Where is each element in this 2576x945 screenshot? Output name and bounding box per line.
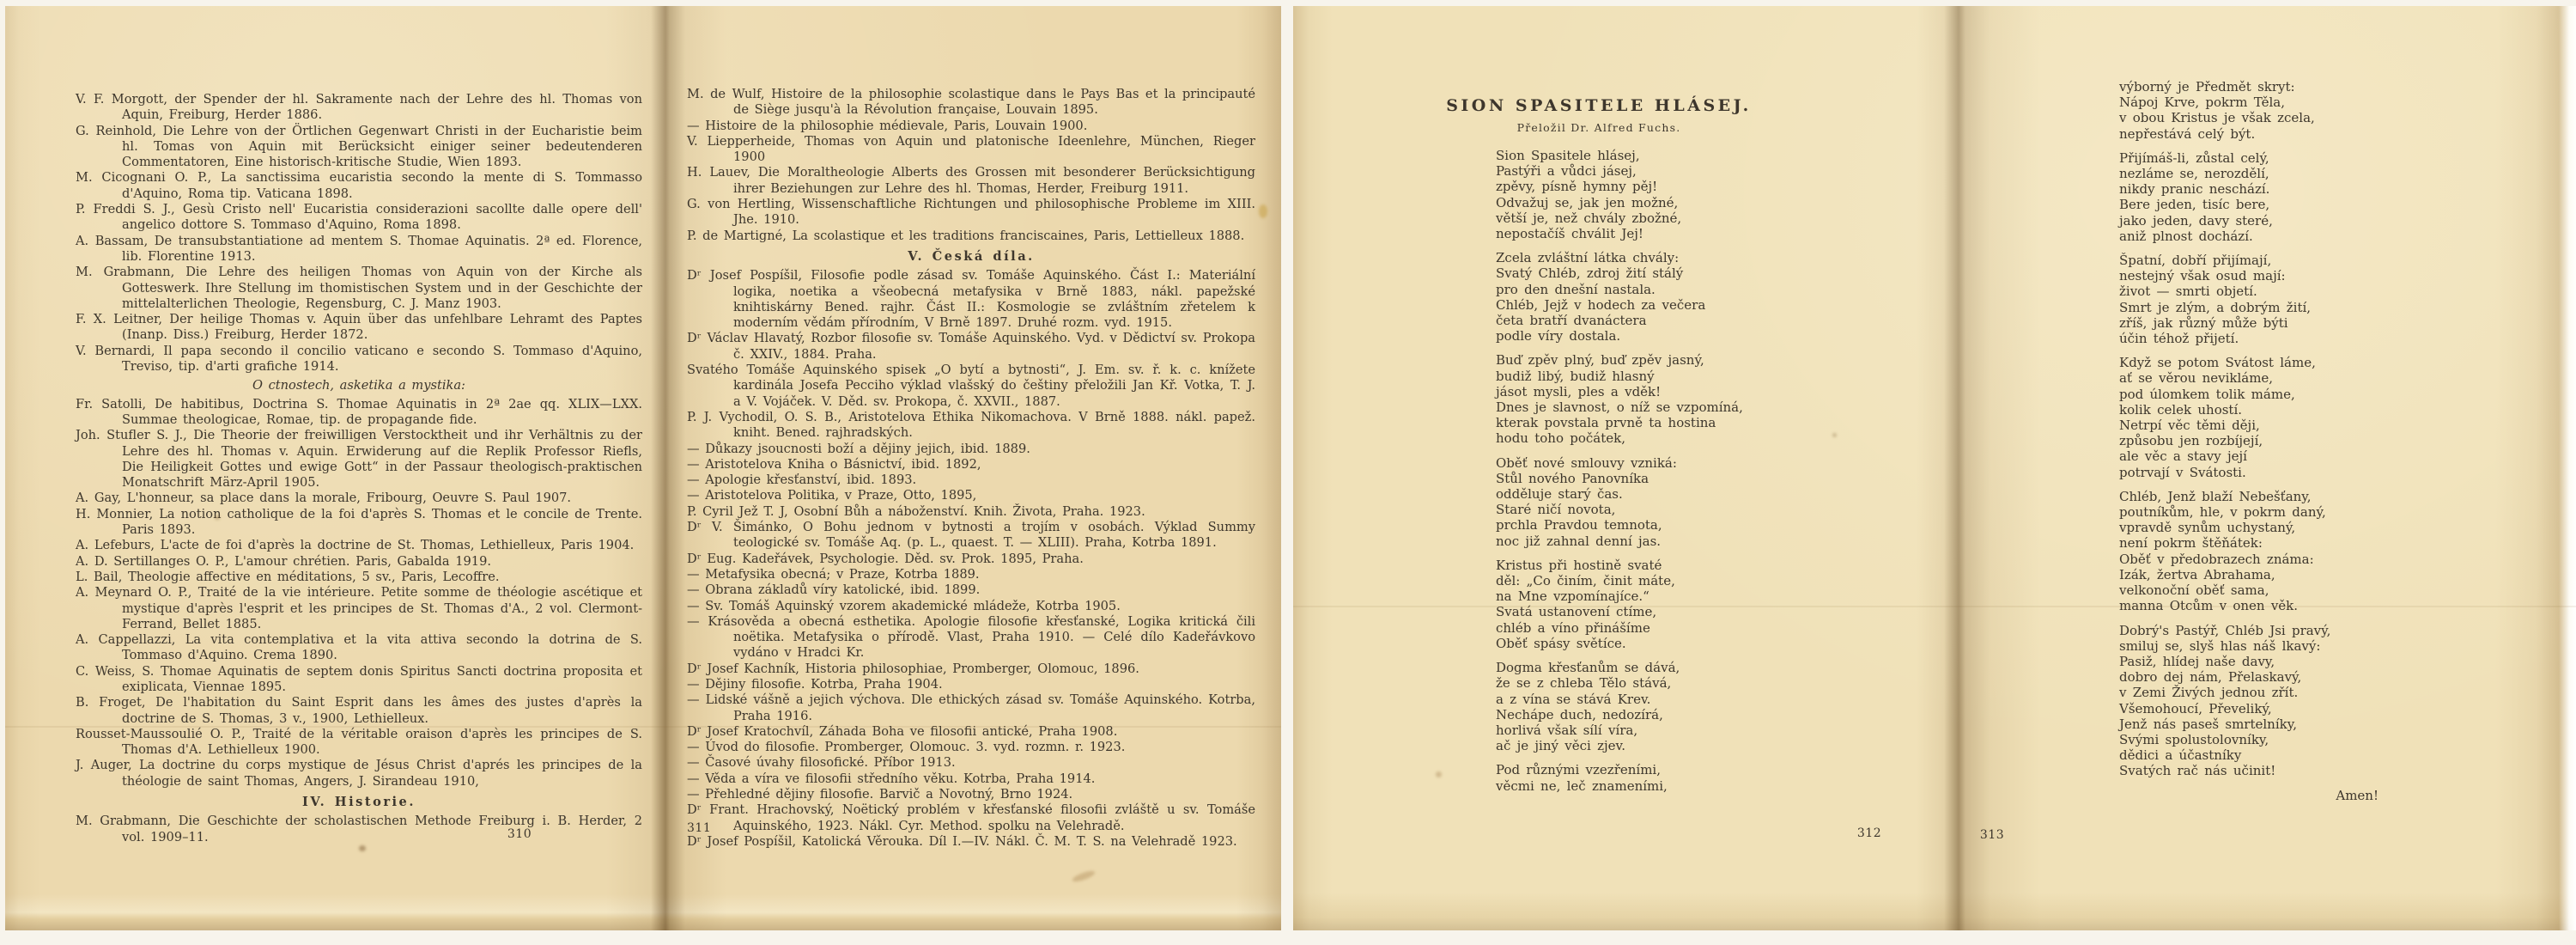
poem-line: Nápoj Krve, pokrm Těla, xyxy=(2119,94,2285,111)
poem-line: že se z chleba Tělo stává, xyxy=(1496,675,1672,692)
poem-line: ač je jiný věci zjev. xyxy=(1496,738,1625,754)
bibliography-section-foreign xyxy=(687,87,1255,244)
poem-line: kolik celek uhostí. xyxy=(2119,401,2243,418)
poem-line: nikdy pranic neschází. xyxy=(2119,181,2270,198)
left-book-spread xyxy=(5,6,1281,930)
poem-line: hodu toho počátek, xyxy=(1496,430,1625,447)
poem-line: noc již zahnal denní jas. xyxy=(1496,533,1662,549)
hymn-header xyxy=(1444,96,1753,134)
page-number-310: 310 xyxy=(507,827,532,841)
section-heading-virtues: O ctnostech, asketika a mystika: xyxy=(252,378,465,393)
poem-line: pod úlomkem tolik máme, xyxy=(2119,386,2295,402)
poem-line: nepostačíš chválit Jej! xyxy=(1496,226,1643,242)
poem-stanza xyxy=(1496,250,1792,344)
poem-stanza xyxy=(1496,455,1792,549)
poem-line: Stůl nového Panovníka xyxy=(1496,470,1649,486)
bib-entry: — Apologie křesťanství, ibid. 1893. xyxy=(687,472,917,488)
bib-entry: P. de Martigné, La scolastique et les traditions franciscaines, Paris, Lettielleux 1888. xyxy=(687,228,1245,243)
poem-line: Svatých rač nás učinit! xyxy=(2119,763,2276,779)
poem-line: nestejný však osud mají: xyxy=(2119,268,2286,284)
poem-line: odděluje starý čas. xyxy=(1496,486,1623,503)
poem-line: jako jeden, davy steré, xyxy=(2119,212,2273,229)
poem-line: Svatá ustanovení ctíme, xyxy=(1496,604,1657,620)
bib-entry: Rousset-Maussoulié O. P., Traité de la véritable oraison d'après les principes de S. Thomas d'A. Lethielleux 1900. xyxy=(76,726,642,758)
bib-entry: — Krásověda a obecná esthetika. Apologie filosofie křesťanské, Logika kritická čili noëtika. Metafysika o přírodě. Vlast, Praha 1910. — Celé dílo Kadeřávkovo vydáno v Hradci Kr. xyxy=(687,613,1255,661)
page-310 xyxy=(76,92,642,845)
poem-line: dobro dej nám, Přelaskavý, xyxy=(2119,669,2302,686)
paper-stain xyxy=(215,515,220,520)
poem-line: Když se potom Svátost láme, xyxy=(2119,355,2316,371)
poem-line: Oběť spásy světíce. xyxy=(1496,635,1626,651)
poem-line: Izák, žertva Abrahama, xyxy=(2119,566,2275,582)
paper-stain xyxy=(1832,433,1837,437)
poem-line: Pastýři a vůdci jásej, xyxy=(1496,163,1637,180)
poem-line: v obou Kristus je však zcela, xyxy=(2119,110,2315,126)
bib-entry: A. Lefeburs, L'acte de foi d'après la doctrine de St. Thomas, Lethielleux, Paris 1904. xyxy=(76,538,635,553)
bib-entry: — Věda a víra ve filosofii středního věku. Kotrba, Praha 1914. xyxy=(687,771,1096,786)
poem-line: Netrpí věc těmi ději, xyxy=(2119,418,2260,434)
bib-entry: A. Meynard O. P., Traité de la vie intérieure. Petite somme de théologie ascétique et mystique d'après l'esprit et les principes de St. Thomas d'A., 2 vol. Clermont-Ferrand, Bellet 1885. xyxy=(76,585,642,631)
poem-line: Přijímáš-li, zůstal celý, xyxy=(2119,149,2269,166)
poem-line: Všemohoucí, Převeliký, xyxy=(2119,700,2272,716)
poem-line: Smrt je zlým, a dobrým žití, xyxy=(2119,299,2312,315)
poem-line: život — smrti objetí. xyxy=(2119,284,2257,300)
poem-stanza xyxy=(1496,352,1792,446)
bib-entry: P. J. Vychodil, O. S. B., Aristotelova Ethika Nikomachova. V Brně 1888. nákl. papež. kniht. Bened. rajhradských. xyxy=(687,409,1255,441)
bib-entry: — Dějiny filosofie. Kotrba, Praha 1904. xyxy=(687,676,943,692)
poem-stanza xyxy=(2119,355,2403,480)
bib-entry: Dʳ V. Šimánko, O Bohu jednom v bytnosti a trojím v osobách. Výklad Summy teologické sv. Tomáše Aq. (p. L., quaest. T. — XLIII). Praha, Kotrba 1891. xyxy=(687,520,1255,551)
bib-entry: B. Froget, De l'habitation du Saint Esprit dans les âmes des justes d'après la doctrine de S. Thomas, 3 v., 1900, Lethielleux. xyxy=(76,695,642,726)
poem-line: zříš, jak různý může býti xyxy=(2119,314,2288,331)
poem-line: potrvají v Svátosti. xyxy=(2119,464,2246,480)
horizontal-crease xyxy=(5,726,1281,728)
paper-stain xyxy=(1436,771,1442,777)
bib-entry: — Histoire de la philosophie médievale, Paris, Louvain 1900. xyxy=(687,118,1088,133)
poem-line: jásot mysli, ples a vděk! xyxy=(1496,383,1662,399)
poem-stanza xyxy=(1496,558,1792,651)
horizontal-crease xyxy=(1293,606,2576,607)
bib-entry: M. Cicognani O. P., La sanctissima eucaristia secondo la mente di S. Tommasso d'Aquino, Roma tip. Vaticana 1898. xyxy=(76,170,642,201)
page-311 xyxy=(687,87,1255,850)
bib-entry: Dʳ Frant. Hrachovský, Noëtický problém v křesťanské filosofii zvláště u sv. Tomáše Aquinského, 1923. Nákl. Cyr. Method. spolku na Velehradě. xyxy=(687,802,1255,833)
poem-stanza xyxy=(1496,762,1792,793)
bib-entry: Fr. Satolli, De habitibus, Doctrina S. Thomae Aquinatis in 2ª 2ae qq. XLIX—LXX. Summae theologicae, Romae, tip. de propagande fide. xyxy=(76,396,642,427)
bib-entry: A. Gay, L'honneur, sa place dans la morale, Fribourg, Oeuvre S. Paul 1907. xyxy=(76,491,572,506)
poem-stanza xyxy=(2119,150,2403,244)
bib-entry: M. Grabmann, Die Lehre des heiligen Thomas von Aquin von der Kirche als Gotteswerk. Ihre Stellung im thomistischen System und in der Geschichte der mittelalterlichen Theologie, Regensburg, C. J. Manz 1903. xyxy=(76,265,642,311)
poem-line: na Mne vzpomínajíce.“ xyxy=(1496,588,1649,605)
poem-line: smiluj se, slyš hlas náš lkavý: xyxy=(2119,637,2321,654)
poem-line: aniž plnost dochází. xyxy=(2119,228,2253,244)
bib-entry: A. Bassam, De transubstantiatione ad mentem S. Thomae Aquinatis. 2ª ed. Florence, lib. Florentine 1913. xyxy=(76,233,642,264)
bib-entry: A. Cappellazzi, La vita contemplativa et la vita attiva secondo la dotrina de S. Tommaso d'Aquino. Crema 1890. xyxy=(76,632,642,663)
bib-entry: A. D. Sertillanges O. P., L'amour chrétien. Paris, Gabalda 1919. xyxy=(76,553,492,569)
bib-entry: J. Auger, La doctrine du corps mystique de Jésus Christ d'aprés les principes de la théologie de saint Thomas, Angers, J. Sirandeau 1910, xyxy=(76,758,642,789)
poem-stanza xyxy=(1496,660,1792,753)
page-number-312: 312 xyxy=(1856,826,1882,840)
poem-line: a z vína se stává Krev. xyxy=(1496,691,1651,707)
bib-entry: V. Bernardi, Il papa secondo il concilio vaticano e secondo S. Tommaso d'Aquino, Treviso, tip. d'arti grafiche 1914. xyxy=(76,343,642,375)
poem-line: Buď zpěv plný, buď zpěv jasný, xyxy=(1496,352,1704,369)
bib-entry: C. Weiss, S. Thomae Aquinatis de septem donis Spiritus Sancti doctrina proposita et exiplicata, Viennae 1895. xyxy=(76,663,642,694)
poem-line: nezláme se, nerozdělí, xyxy=(2119,166,2269,182)
paper-stain xyxy=(359,845,366,851)
poem-line: účin téhož přijetí. xyxy=(2119,331,2239,347)
poem-line: podle víry dostala. xyxy=(1496,328,1621,344)
bib-entry: — Sv. Tomáš Aquinský vzorem akademické mládeže, Kotrba 1905. xyxy=(687,598,1121,613)
bib-entry: F. X. Leitner, Der heilige Thomas v. Aquin über das unfehlbare Lehramt des Paptes (Inanp. Diss.) Freiburg, Herder 1872. xyxy=(76,312,642,343)
poem-stanza xyxy=(2119,623,2403,779)
poem-line: Chléb, Jenž blaží Nebešťany, xyxy=(2119,488,2312,504)
bib-entry: — Časové úvahy filosofické. Příbor 1913. xyxy=(687,755,956,771)
bib-entry: Dʳ Eug. Kadeřávek, Psychologie. Děd. sv. Prok. 1895, Praha. xyxy=(687,551,1084,566)
poem-line: Zcela zvláštní látka chvály: xyxy=(1496,250,1680,266)
amen-line: Amen! xyxy=(2336,787,2379,803)
hymn-column-page-312 xyxy=(1496,148,1792,802)
poem-line: manna Otcům v onen věk. xyxy=(2119,598,2299,614)
poem-line: Odvažuj se, jak jen možné, xyxy=(1496,194,1679,210)
poem-line: Oběť nové smlouvy vzniká: xyxy=(1496,454,1677,471)
bib-entry: V. Liepperheide, Thomas von Aquin und platonische Ideenlehre, München, Rieger 1900 xyxy=(687,133,1255,165)
bib-entry: — Přehledné dějiny filosofie. Barvič a Novotný, Brno 1924. xyxy=(687,787,1073,802)
page-number-313: 313 xyxy=(1979,828,2005,842)
bib-entry: — Důkazy jsoucnosti boží a dějiny jejich, ibid. 1889. xyxy=(687,441,1030,456)
poem-line: pro den dnešní nastala. xyxy=(1496,281,1656,297)
poem-line: Chléb, Jejž v hodech za večera xyxy=(1496,296,1706,313)
bib-entry: G. Reinhold, Die Lehre von der Örtlichen Gegenwart Christi in der Eucharistie beim hl. Tomas von Aquin mit Berücksicht einiger seiner bedeutenderen Commentatoren, Eine historisch-kritische Studie, Wien 1893. xyxy=(76,123,642,170)
hymn-translator: Přeložil Dr. Alfred Fuchs. xyxy=(1516,121,1681,134)
poem-line: vpravdě synům uchystaný, xyxy=(2119,520,2296,536)
poem-line: ale věc a stavy její xyxy=(2119,448,2247,465)
section-heading-czech-works: V. Česká díla. xyxy=(908,248,1035,264)
poem-line: dědici a účastníky xyxy=(2119,747,2242,764)
poem-line: nepřestává celý být. xyxy=(2119,125,2256,142)
bib-entry: Dʳ Václav Hlavatý, Rozbor filosofie sv. Tomáše Aquinského. Vyd. v Dědictví sv. Prokopa č. XXIV., 1884. Praha. xyxy=(687,331,1255,362)
poem-line: věcmi ne, leč znameními, xyxy=(1496,777,1668,794)
bib-entry: Svatého Tomáše Aquinského spisek „O bytí a bytnosti“, J. Em. sv. ř. k. c. knížete kardinála Josefa Pecciho výklad vlašský do češtiny přeložili Jan Kř. Votka, T. J. a V. Vojáček. V. Děd. sv. Prokopa, č. XXVII., 1887. xyxy=(687,363,1255,409)
poem-line: způsobu jen rozbíjejí, xyxy=(2119,433,2263,449)
poem-line: poutníkům, hle, v pokrm daný, xyxy=(2119,504,2326,521)
poem-line: Bere jeden, tisíc bere, xyxy=(2119,197,2270,213)
bib-entry: M. Grabmann, Die Geschichte der scholastischen Methode Freiburg i. B. Herder, 2 vol. 1909–11. xyxy=(76,814,642,844)
poem-line: Dobrý's Pastýř, Chléb Jsi pravý, xyxy=(2119,622,2331,638)
poem-line: větší je, než chvály zbožné, xyxy=(1496,210,1682,226)
poem-line: Sion Spasitele hlásej, xyxy=(1496,148,1640,163)
paper-stain xyxy=(1259,204,1267,218)
poem-line: Oběť v předobrazech známa: xyxy=(2119,551,2314,567)
poem-line: Jenž nás paseš smrtelníky, xyxy=(2119,716,2297,732)
bib-entry: — Lidské vášně a jejich výchova. Dle ethických zásad sv. Tomáše Aquinského. Kotrba, Praha 1916. xyxy=(687,692,1255,723)
section-heading-history: IV. Historie. xyxy=(302,795,416,810)
bibliography-section-virtues xyxy=(76,397,642,790)
poem-line: četa bratří dvanáctera xyxy=(1496,313,1647,329)
bib-entry: V. F. Morgott, der Spender der hl. Sakramente nach der Lehre des hl. Thomas von Aquin, Freiburg, Herder 1886. xyxy=(76,92,642,123)
bib-entry: H. Monnier, La notion catholique de la foi d'après S. Thomas et le concile de Trente. Paris 1893. xyxy=(76,506,642,538)
poem-line: kterak povstala prvně ta hostina xyxy=(1496,415,1716,431)
bib-entry: Joh. Stufler S. J., Die Theorie der freiwilligen Verstocktheit und ihr Verhältnis zu der Lehre des hl. Thomas v. Aquin. Erwiderung auf die Replik Professor Riefls, Die Heiligkeit Gottes und ewige Gott“ in der Passaur theologisch-praktischen Monatschrift März-April 1905. xyxy=(76,428,642,491)
bibliography-section-eucharist xyxy=(76,92,642,375)
poem-line: budiž libý, budiž hlasný xyxy=(1496,368,1655,384)
bib-entry: Dʳ Josef Pospíšil, Katolická Věrouka. Díl I.—IV. Nákl. Č. M. T. S. na Velehradě 1923. xyxy=(687,833,1237,849)
bib-entry: Dʳ Josef Kratochvíl, Záhada Boha ve filosofii antické, Praha 1908. xyxy=(687,723,1118,739)
poem-line: Pod různými vzezřeními, xyxy=(1496,762,1661,778)
poem-line: chléb a víno přinášíme xyxy=(1496,619,1650,636)
hymn-column-page-313 xyxy=(2119,79,2403,803)
poem-line: Svými spolustolovníky, xyxy=(2119,731,2269,747)
bib-entry: P. Freddi S. J., Gesù Cristo nell' Eucaristia considerazioni sacollte dalle opere dell' angelico dottore S. Tommaso d'Aquino, Roma 1898. xyxy=(76,202,642,233)
poem-line: není pokrm štěňátek: xyxy=(2119,535,2263,552)
poem-line: Dnes je slavnost, o níž se vzpomíná, xyxy=(1496,399,1743,416)
bib-entry: — Úvod do filosofie. Promberger, Olomouc. 3. vyd. rozmn. r. 1923. xyxy=(687,740,1126,755)
hymn-title: SION SPASITELE HLÁSEJ. xyxy=(1446,96,1752,115)
hymn-stanzas-313 xyxy=(2119,79,2403,779)
poem-stanza xyxy=(2119,489,2403,614)
poem-stanza xyxy=(2119,253,2403,346)
poem-line: Pasiž, hlídej naše davy, xyxy=(2119,653,2275,669)
poem-line: prchla Pravdou temnota, xyxy=(1496,517,1662,533)
bib-entry: M. de Wulf, Histoire de la philosophie scolastique dans le Pays Bas et la principauté de Siège jusqu'à la Révolution française, Louvain 1895. xyxy=(687,87,1255,118)
poem-stanza xyxy=(1496,148,1792,241)
bibliography-section-czech xyxy=(687,268,1255,850)
poem-line: horlivá však sílí víra, xyxy=(1496,722,1638,738)
poem-stanza xyxy=(2119,79,2403,142)
poem-line: Svatý Chléb, zdroj žití stálý xyxy=(1496,265,1684,282)
bib-entry: — Obrana základů víry katolické, ibid. 1899. xyxy=(687,582,981,598)
poem-line: výborný je Předmět skryt: xyxy=(2119,79,2295,94)
poem-line: zpěvy, písně hymny pěj! xyxy=(1496,179,1658,195)
bib-entry: Dʳ Josef Pospíšil, Filosofie podle zásad sv. Tomáše Aquinského. Část I.: Materiální logika, noetika a všeobecná metafysika v Brně 1883, nákl. papežské knihtiskárny Bened. rajhr. Část II.: Kosmologie se zvláštním zřetelem k moderním vědám přírodním, V Brně 1897. Druhé rozm. vyd. 1915. xyxy=(687,268,1255,331)
bib-entry: — Metafysika obecná; v Praze, Kotrba 1889. xyxy=(687,566,980,582)
bib-entry: Dʳ Josef Kachník, Historia philosophiae, Promberger, Olomouc, 1896. xyxy=(687,661,1139,676)
bib-entry: H. Lauev, Die Moraltheologie Alberts des Grossen mit besonderer Berücksichtigung ihrer Beziehungen zur Lehre des hl. Thomas, Herder, Freiburg 1911. xyxy=(687,165,1255,196)
poem-line: Kristus při hostině svaté xyxy=(1496,557,1662,573)
bib-entry: G. von Hertling, Wissenschaftliche Richtungen und philosophische Probleme im XIII. Jhe. 1910. xyxy=(687,197,1255,228)
poem-line: v Zemi Živých jednou zřít. xyxy=(2119,685,2299,701)
bib-entry: L. Bail, Theologie affective en méditations, 5 sv., Paris, Lecoffre. xyxy=(76,569,500,584)
poem-line: ať se věrou nevikláme, xyxy=(2119,370,2274,387)
bib-entry: — Aristotelova Kniha o Básnictví, ibid. 1892, xyxy=(687,456,981,472)
poem-line: děl: „Co činím, činit máte, xyxy=(1496,573,1675,589)
page-number-311: 311 xyxy=(687,821,712,835)
poem-line: Staré ničí novota, xyxy=(1496,502,1616,518)
poem-line: Špatní, dobří přijímají, xyxy=(2119,253,2272,269)
right-book-spread xyxy=(1293,6,2576,930)
poem-line: velkonoční oběť sama, xyxy=(2119,582,2269,599)
bib-entry: P. Cyril Jež T. J, Osobní Bůh a náboženství. Knih. Života, Praha. 1923. xyxy=(687,503,1145,519)
poem-line: Nechápe duch, nedozírá, xyxy=(1496,706,1663,722)
bib-entry: — Aristotelova Politika, v Praze, Otto, 1895, xyxy=(687,488,977,503)
poem-line: Dogma křesťanům se dává, xyxy=(1496,660,1680,676)
